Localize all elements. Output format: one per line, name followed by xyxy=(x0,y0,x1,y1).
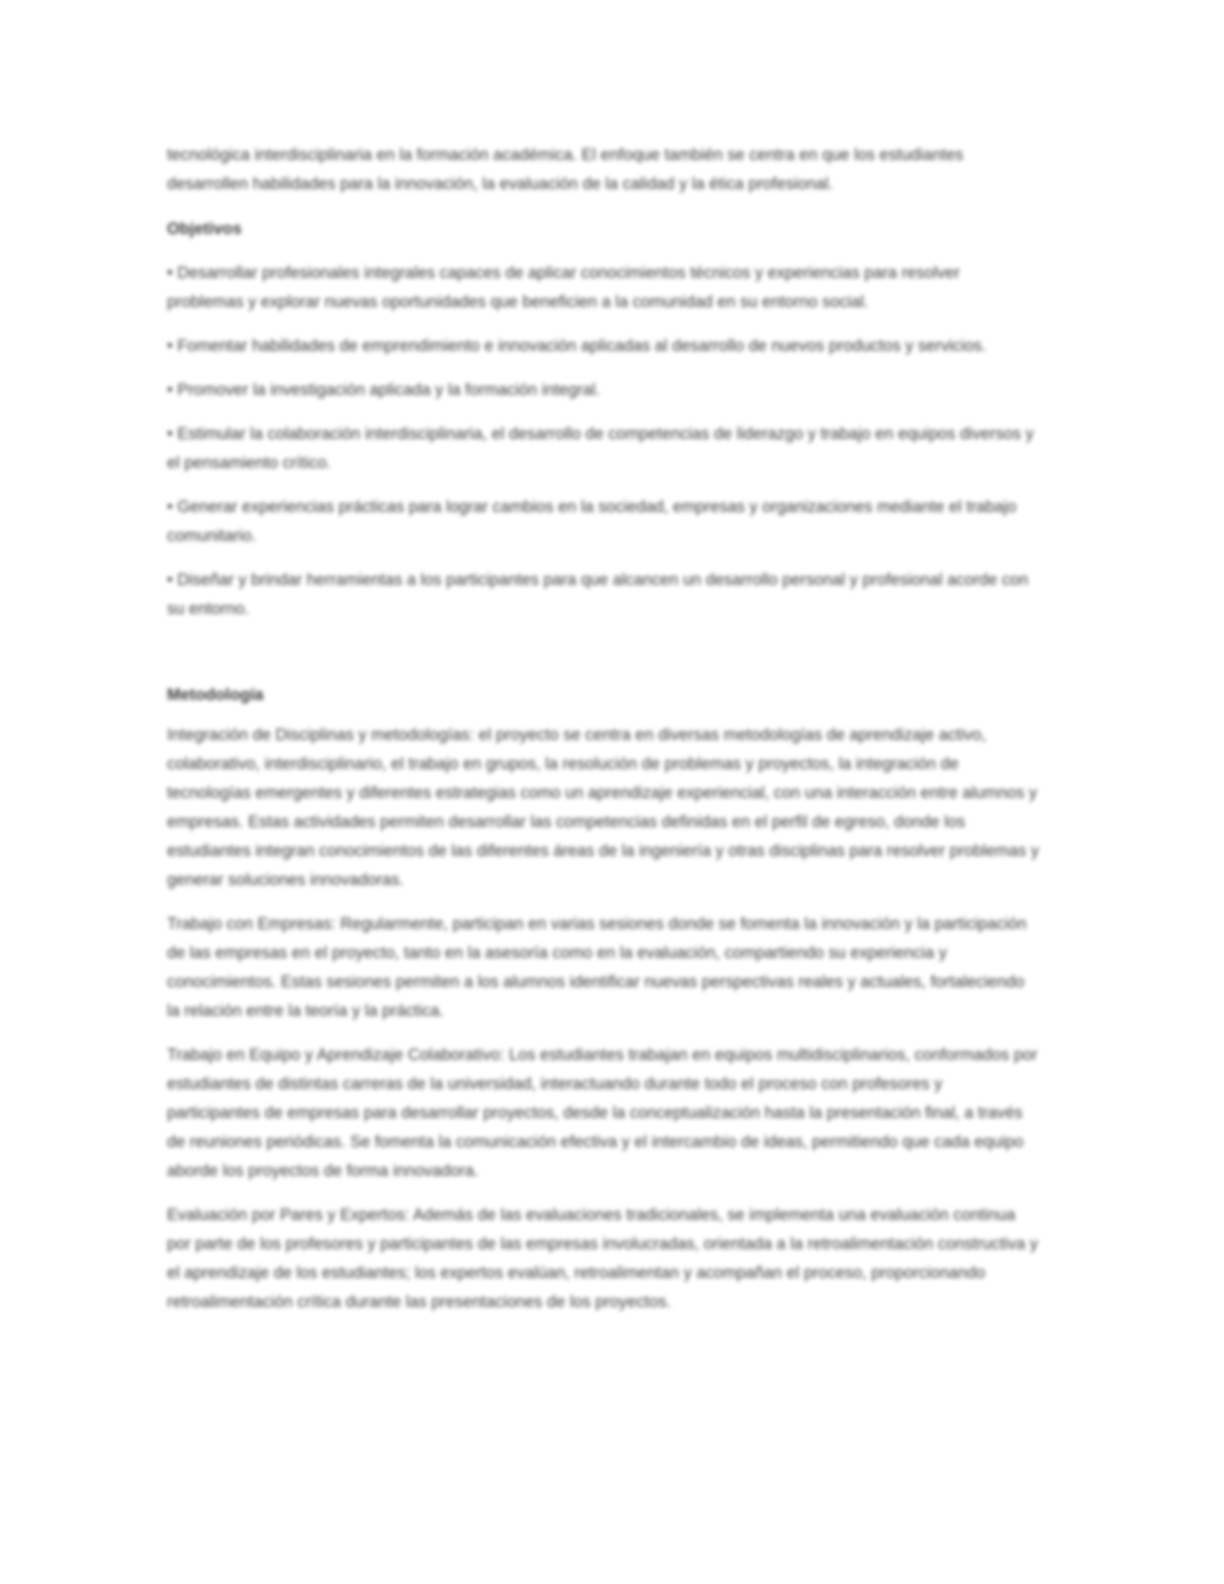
objective-item: • Generar experiencias prácticas para lograr cambios en la sociedad, empresas y organizaciones mediante el trabajo comunitario. xyxy=(167,498,1017,545)
document-page xyxy=(167,141,1039,1332)
methodology-paragraph: Evaluación por Pares y Expertos: Además de las evaluaciones tradicionales, se implementa una evaluación continua por parte de los profesores y participantes de las empresas involucradas, orientada a la retroalimentación constructiva y el aprendizaje de los estudiantes; los expertos evalúan, retroalimentan y acompañan el proceso, proporcionando retroalimentación crítica durante las presentaciones de los proyectos. xyxy=(167,1206,1038,1311)
methodology-paragraph: Trabajo en Equipo y Aprendizaje Colaborativo: Los estudiantes trabajan en equipos multidisciplinarios, conformados por estudiantes de distintas carreras de la universidad, interactuando durante todo el proceso con profesores y participantes de empresas para desarrollar proyectos, desde la conceptualización hasta la presentación final, a través de reuniones periódicas. Se fomenta la comunicación efectiva y el intercambio de ideas, permitiendo que cada equipo aborde los proyectos de forma innovadora. xyxy=(167,1046,1038,1180)
methodology-section xyxy=(167,721,1039,1317)
objective-item: • Estimular la colaboración interdisciplinaria, el desarrollo de competencias de liderazgo y trabajo en equipos diversos y el pensamiento crítico. xyxy=(167,425,1034,472)
objective-item: • Diseñar y brindar herramientas a los participantes para que alcancen un desarrollo personal y profesional acorde con su entorno. xyxy=(167,571,1029,618)
intro-paragraph: tecnológica interdisciplinaria en la formación académica. El enfoque también se centra en que los estudiantes desarrollen habilidades para la innovación, la evaluación de la calidad y la ética profesional. xyxy=(167,146,964,193)
objective-item: • Desarrollar profesionales integrales capaces de aplicar conocimientos técnicos y experiencias para resolver problemas y explorar nuevas oportunidades que beneficien a la comunidad en su entorno social. xyxy=(167,264,960,311)
objectives-heading: Objetivos xyxy=(167,220,242,238)
methodology-heading: Metodología xyxy=(167,686,264,704)
methodology-paragraph: Trabajo con Empresas: Regularmente, participan en varias sesiones donde se fomenta la innovación y la participación de las empresas en el proyecto, tanto en la asesoría como en la evaluación, compartiendo su experiencia y conocimientos. Estas sesiones permiten a los alumnos identificar nuevas perspectivas reales y actuales, fortaleciendo la relación entre la teoría y la práctica. xyxy=(167,915,1027,1020)
objective-item: • Fomentar habilidades de emprendimiento e innovación aplicadas al desarrollo de nuevos productos y servicios. xyxy=(167,337,987,355)
methodology-paragraph: Integración de Disciplinas y metodologías: el proyecto se centra en diversas metodologías de aprendizaje activo, colaborativo, interdisciplinario, el trabajo en grupos, la resolución de problemas y proyectos, la integración de tecnologías emergentes y diferentes estrategias como un aprendizaje experiencial, con una interacción entre alumnos y empresas. Estas actividades permiten desarrollar las competencias definidas en el perfil de egreso, donde los estudiantes integran conocimientos de las diferentes áreas de la ingeniería y otras disciplinas para resolver problemas y generar soluciones innovadoras. xyxy=(167,726,1039,889)
objectives-list xyxy=(167,259,1039,624)
objective-item: • Promover la investigación aplicada y la formación integral. xyxy=(167,381,601,399)
